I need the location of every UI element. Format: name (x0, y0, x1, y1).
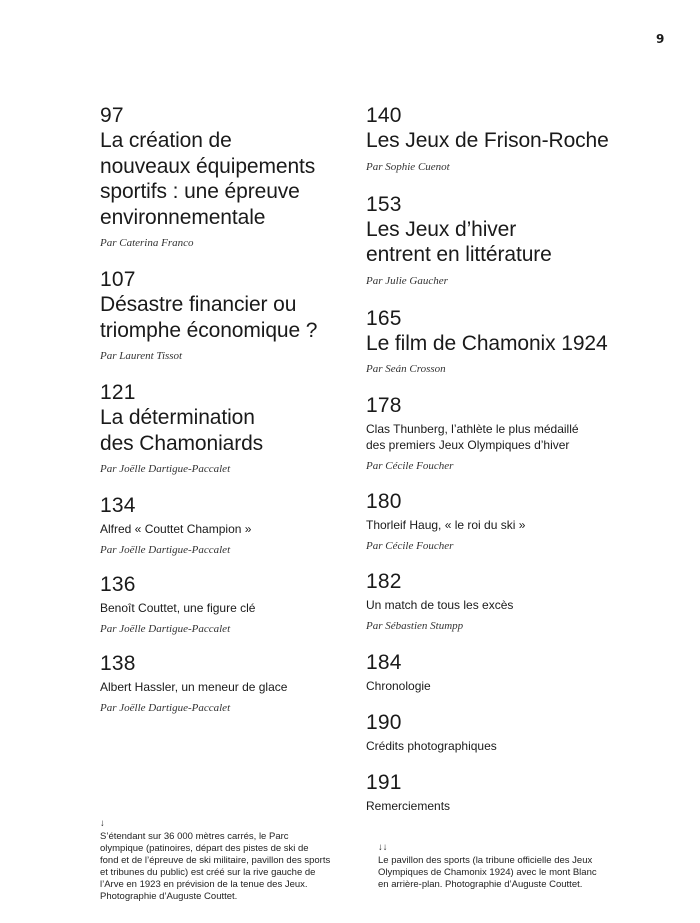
toc-entry-title-line: Un match de tous les excès (366, 598, 514, 612)
toc-entry-author: Par Seán Crosson (366, 363, 446, 375)
toc-entry-page-number: 165 (366, 306, 402, 330)
caption-left (100, 818, 340, 903)
toc-entry (100, 104, 350, 250)
caption-line: Photographie d’Auguste Couttet. (100, 891, 238, 902)
caption-line: Olympiques de Chamonix 1924) avec le mont Blanc (378, 867, 597, 878)
toc-entry-page-number: 190 (366, 711, 402, 734)
caption-right (378, 842, 628, 891)
toc-entry-page-number: 182 (366, 570, 402, 593)
toc-entry-author: Par Joëlle Dartigue-Paccalet (100, 702, 231, 714)
toc-entry-title-line: sportifs : une épreuve (100, 180, 300, 203)
toc-entry-title-line: des premiers Jeux Olympiques d’hiver (366, 438, 570, 452)
toc-entry-page-number: 184 (366, 651, 402, 674)
toc-entry (366, 307, 666, 377)
toc-entry-title-line: Le film de Chamonix 1924 (366, 331, 608, 355)
toc-entry (366, 490, 666, 553)
caption-right-text (378, 855, 628, 891)
toc-entry-author: Par Sophie Cuenot (366, 160, 450, 173)
toc-entry (366, 570, 666, 633)
caption-line: S’étendant sur 36 000 mètres carrés, le Parc (100, 831, 289, 842)
toc-entry-author: Par Caterina Franco (100, 237, 194, 249)
toc-entry (366, 771, 666, 814)
toc-entry (100, 652, 350, 715)
toc-entry-page-number: 136 (100, 573, 136, 596)
toc-entry-title-line: Thorleif Haug, « le roi du ski » (366, 518, 526, 532)
toc-entry-title-line: Chronologie (366, 679, 431, 693)
toc-entry (366, 394, 666, 473)
toc-entry-title-line: Alfred « Couttet Champion » (100, 522, 252, 536)
toc-entry-title-line: Les Jeux de Frison-Roche (366, 129, 609, 152)
toc-entry-page-number: 97 (100, 104, 124, 127)
toc-entry-title-line: Crédits photographiques (366, 739, 497, 753)
toc-entry-page-number: 140 (366, 104, 402, 127)
toc-entry (366, 651, 666, 694)
toc-entry (100, 268, 350, 363)
toc-entry (100, 381, 350, 476)
caption-line: en arrière-plan. Photographie d’Auguste Couttet. (378, 879, 583, 890)
toc-entry-title-line: environnementale (100, 205, 266, 229)
toc-entry-author: Par Cécile Foucher (366, 460, 454, 472)
caption-line: Le pavillon des sports (la tribune officielle des Jeux (378, 855, 593, 866)
toc-entry-title-line: Clas Thunberg, l’athlète le plus médaillé (366, 422, 579, 436)
toc-entry-author: Par Joëlle Dartigue-Paccalet (100, 463, 231, 475)
toc-entry-author: Par Sébastien Stumpp (366, 620, 464, 632)
toc-entry-author: Par Cécile Foucher (366, 540, 454, 552)
toc-column-right (366, 104, 666, 814)
toc-entry-title-line: La création de (100, 129, 232, 152)
toc-entry-author: Par Julie Gaucher (366, 274, 448, 287)
toc-entry-page-number: 138 (100, 652, 136, 675)
double-arrow-down-icon: ↓↓ (378, 842, 388, 853)
toc-entry-title-line: La détermination (100, 406, 255, 429)
toc-entry-page-number: 121 (100, 381, 136, 404)
toc-entry-page-number: 153 (366, 192, 402, 216)
toc-entry (366, 104, 666, 174)
caption-line: olympique (patinoires, départ des pistes de ski de (100, 843, 309, 854)
toc-entry-page-number: 134 (100, 494, 136, 517)
toc-entry (100, 494, 350, 557)
toc-entry-title-line: nouveaux équipements (100, 154, 316, 178)
toc-entry-author: Par Joëlle Dartigue-Paccalet (100, 623, 231, 635)
caption-left-text (100, 831, 340, 903)
toc-entry-title-line: Les Jeux d’hiver (366, 217, 517, 241)
toc-entry-page-number: 191 (366, 771, 402, 794)
toc-column-left (100, 104, 350, 715)
toc-entry-title-line: Benoît Couttet, une figure clé (100, 601, 256, 615)
toc-entry-author: Par Joëlle Dartigue-Paccalet (100, 544, 231, 556)
caption-line: l’Arve en 1923 en prévision de la tenue des Jeux. (100, 879, 308, 890)
toc-entry-author: Par Laurent Tissot (100, 350, 183, 362)
toc-entry (100, 573, 350, 636)
toc-entry-title-line: Remerciements (366, 799, 451, 813)
caption-line: et tribunes du public) est créé sur la rive gauche de (100, 867, 316, 878)
toc-entry-page-number: 178 (366, 394, 402, 417)
toc-entry (366, 711, 666, 754)
toc-entry-title-line: entrent en littérature (366, 243, 552, 266)
caption-line: fond et de l’épreuve de ski militaire, pavillon des sports (100, 855, 331, 866)
arrow-down-icon: ↓ (100, 818, 105, 829)
toc-entry-title-line: Désastre financier ou (100, 293, 297, 316)
page-number: 9 (656, 32, 665, 46)
toc-entry-title-line: des Chamoniards (100, 431, 264, 455)
toc-entry-page-number: 180 (366, 490, 402, 513)
toc-entry-page-number: 107 (100, 268, 136, 291)
toc-entry-title-line: triomphe économique ? (100, 318, 318, 342)
toc-entry-title-line: Albert Hassler, un meneur de glace (100, 680, 288, 694)
toc-entry (366, 193, 666, 288)
